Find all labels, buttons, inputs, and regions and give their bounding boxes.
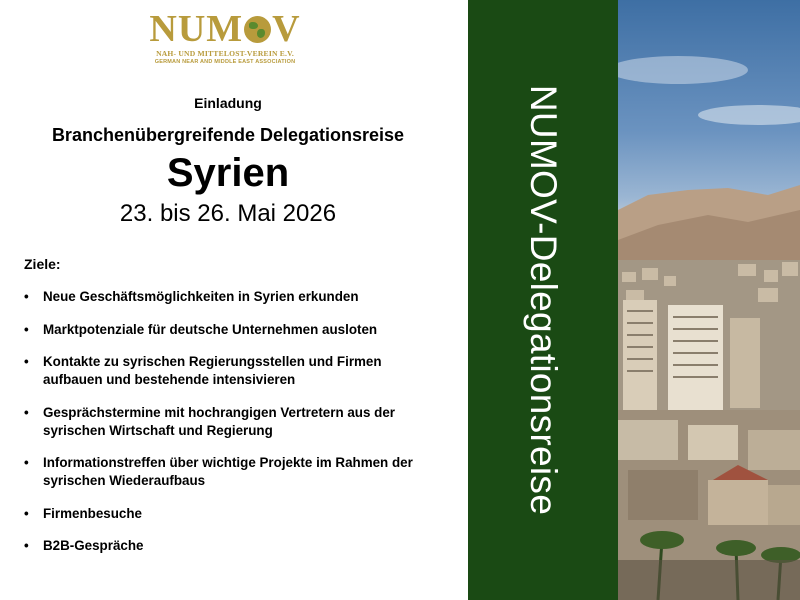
city-illustration — [618, 0, 800, 600]
trip-dates: 23. bis 26. Mai 2026 — [119, 200, 337, 227]
numov-logo — [140, 10, 310, 70]
goal-item: • Kontakte zu syrischen Regierungsstellen und Firmen aufbauen und bestehende intensivieren — [24, 353, 403, 389]
goals-heading: Ziele: — [24, 256, 61, 272]
city-skyline-photo — [618, 0, 800, 600]
goal-item: • Neue Geschäftsmöglichkeiten in Syrien erkunden — [24, 288, 454, 306]
country-title: Syrien — [166, 151, 290, 195]
goals-list — [24, 288, 454, 570]
goal-item: • Gesprächstermine mit hochrangigen Vertretern aus der syrischen Wirtschaft und Regierung — [24, 404, 428, 440]
logo-line1: NAH- UND MITTELOST-VEREIN E.V. — [156, 49, 294, 58]
goal-item: • Marktpotenziale für deutsche Unternehmen ausloten — [24, 321, 454, 339]
globe-icon — [244, 16, 271, 43]
invitation-label: Einladung — [194, 95, 262, 111]
goal-item: • B2B-Gespräche — [24, 537, 454, 555]
logo-line2: GERMAN NEAR AND MIDDLE EAST ASSOCIATION — [154, 59, 296, 65]
band-title: NUMOV-Delegationsreise — [523, 84, 564, 516]
trip-subtitle: Branchenübergreifende Delegationsreise — [51, 125, 405, 145]
goal-item: • Firmenbesuche — [24, 505, 454, 523]
logo-wordmark: NUM V — [149, 8, 301, 50]
goal-item: • Informationstreffen über wichtige Projekte im Rahmen der syrischen Wiederaufbaus — [24, 454, 443, 490]
